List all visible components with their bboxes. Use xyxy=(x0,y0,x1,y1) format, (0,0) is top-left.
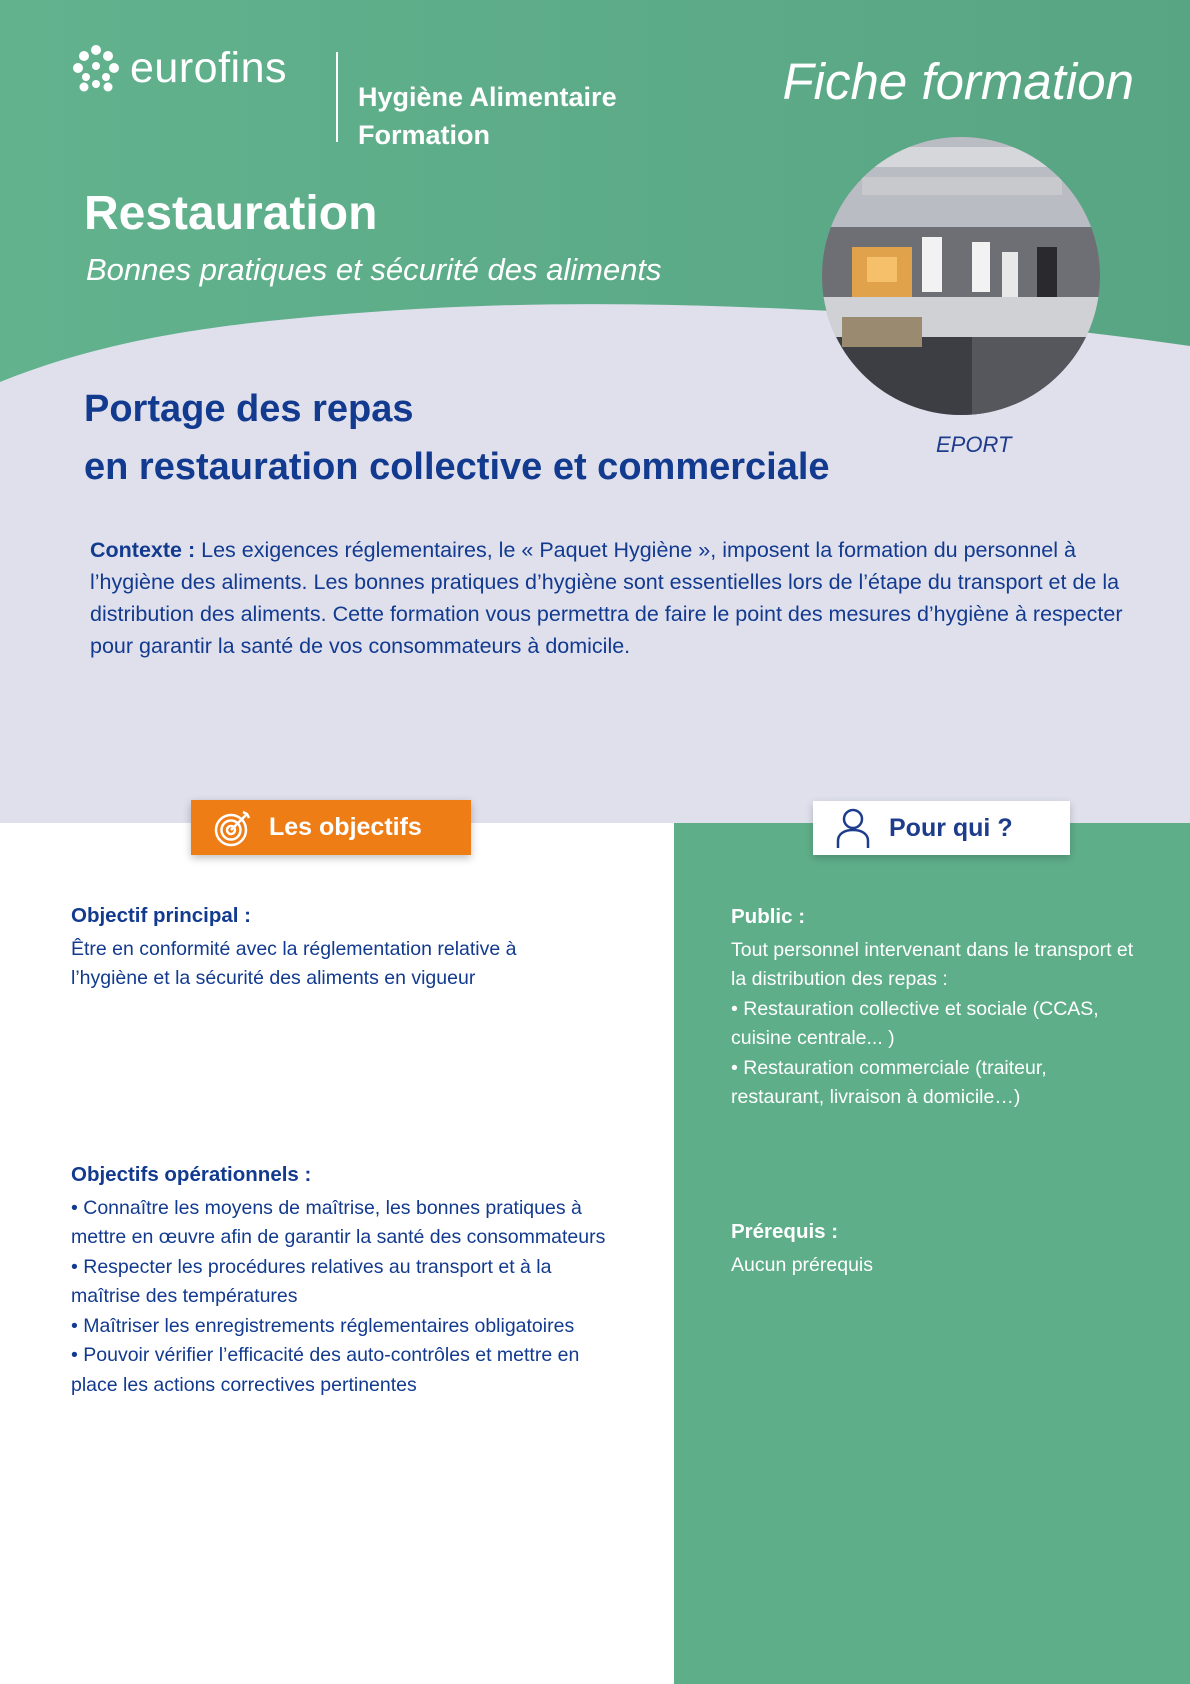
brand-subtitle-line2: Formation xyxy=(358,120,490,150)
logo-divider xyxy=(336,52,338,142)
course-code: EPORT xyxy=(936,432,1012,457)
public-text: Tout personnel intervenant dans le transport et la distribution des repas : xyxy=(731,938,1134,990)
operational-objective-item: • Connaître les moyens de maîtrise, les bonnes pratiques à mettre en œuvre afin de garantir la santé des consommateurs xyxy=(71,1196,606,1248)
operational-objective-item: • Pouvoir vérifier l’efficacité des auto-contrôles et mettre en place les actions correctives pertinentes xyxy=(71,1344,580,1396)
audience-section-button xyxy=(813,801,1070,855)
main-objective-label: Objectif principal : xyxy=(71,904,251,927)
audience-button-label: Pour qui ? xyxy=(889,813,1013,842)
target-icon xyxy=(213,808,253,848)
objectives-button-label: Les objectifs xyxy=(269,813,422,841)
prerequisites-text: Aucun prérequis xyxy=(731,1253,874,1276)
public-block xyxy=(731,902,1141,1113)
brand-subtitle-line1: Hygiène Alimentaire xyxy=(358,82,617,112)
prerequisites-block xyxy=(731,1217,1151,1280)
course-title-line2: en restauration collective et commerciale xyxy=(84,446,830,488)
main-objective-line2: l’hygiène et la sécurité des aliments en vigueur xyxy=(71,967,476,989)
context-paragraph xyxy=(90,534,1130,662)
kitchen-photo xyxy=(822,137,1100,415)
person-icon xyxy=(835,807,871,849)
brand-name: eurofins xyxy=(130,43,287,92)
eurofins-logo xyxy=(72,44,287,92)
brand-subtitle xyxy=(358,78,617,154)
context-label: Contexte : xyxy=(90,538,196,562)
public-item: • Restauration commerciale (traiteur, restaurant, livraison à domicile…) xyxy=(731,1056,1047,1108)
category-title: Restauration xyxy=(84,187,378,240)
prerequisites-label: Prérequis : xyxy=(731,1220,839,1243)
operational-objective-item: • Maîtriser les enregistrements réglementaires obligatoires xyxy=(71,1314,575,1337)
objectives-section-button xyxy=(191,800,471,855)
operational-objective-item: • Respecter les procédures relatives au transport et à la maîtrise des températures xyxy=(71,1255,552,1307)
main-objective-line1: Être en conformité avec la réglementation relative à xyxy=(71,937,517,960)
operational-objectives-block xyxy=(71,1160,611,1400)
operational-objectives-label: Objectifs opérationnels : xyxy=(71,1163,312,1186)
course-title-line1: Portage des repas xyxy=(84,388,414,430)
fiche-formation-heading: Fiche formation xyxy=(782,53,1134,110)
context-text: Les exigences réglementaires, le « Paquet Hygiène », imposent la formation du personnel à l’hygiène des aliments. Les bonnes pratiques d’hygiène sont essentielles lors de l’étape du transport et de la distribution des aliments. Cette formation vous permettra de faire le point des mesures d’hygiène à respecter pour garantir la santé de vos consommateurs à domicile. xyxy=(90,538,1123,658)
category-subtitle: Bonnes pratiques et sécurité des aliments xyxy=(86,252,662,287)
main-objective-block xyxy=(71,901,631,994)
course-title xyxy=(84,380,830,496)
public-item: • Restauration collective et sociale (CCAS, cuisine centrale... ) xyxy=(731,997,1099,1049)
eurofins-dots-icon xyxy=(72,44,120,92)
public-label: Public : xyxy=(731,905,806,928)
